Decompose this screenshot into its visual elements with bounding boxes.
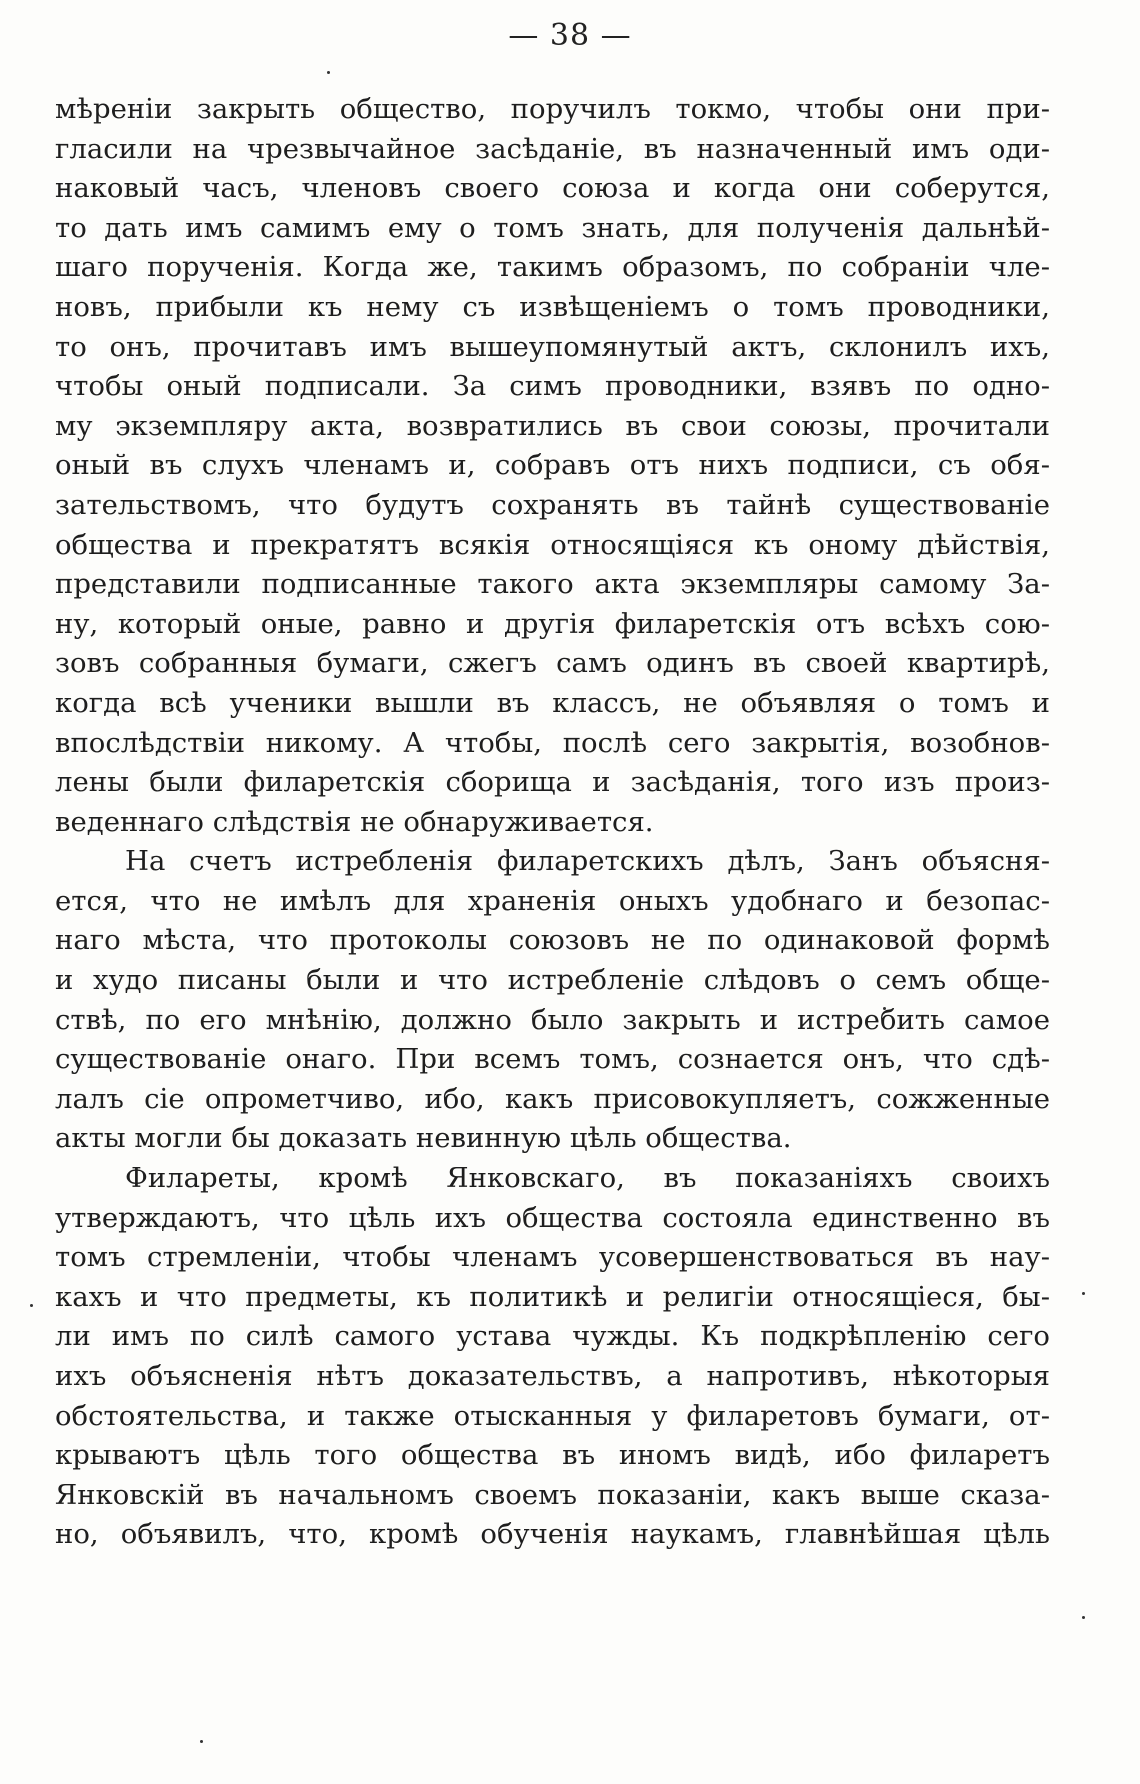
ink-speck: [200, 1740, 203, 1743]
text-line: утверждаютъ, что цѣль ихъ общества состояла единственно въ: [55, 1201, 1050, 1234]
text-line: шаго порученія. Когда же, такимъ образомъ, по собраніи чле-: [55, 251, 1050, 284]
ink-speck: [1082, 1292, 1085, 1295]
text-line: чтобы оный подписали. За симъ проводники, взявъ по одно-: [55, 370, 1050, 403]
text-line: существованіе онаго. При всемъ томъ, сознается онъ, что сдѣ-: [55, 1043, 1050, 1076]
text-line: зательствомъ, что будутъ сохранять въ тайнѣ существованіе: [55, 488, 1050, 521]
text-line: общества и прекратятъ всякія относящіяся къ оному дѣйствія,: [55, 528, 1050, 561]
text-line: то дать имъ самимъ ему о томъ знать, для полученія дальнѣй-: [55, 211, 1050, 244]
text-line: кахъ и что предметы, къ политикѣ и религіи относящіеся, бы-: [55, 1280, 1050, 1313]
text-line: ли имъ по силѣ самого устава чужды. Къ подкрѣпленію сего: [55, 1320, 1050, 1353]
text-line: Янковскій въ начальномъ своемъ показаніи, какъ выше сказа-: [55, 1478, 1050, 1511]
text-line: но, объявилъ, что, кромѣ обученія наукамъ, главнѣйшая цѣль: [55, 1518, 1050, 1551]
text-line: акты могли бы доказать невинную цѣль общества.: [55, 1122, 792, 1155]
text-line: обстоятельства, и также отысканныя у филаретовъ бумаги, от-: [55, 1399, 1050, 1432]
text-line: ствѣ, по его мнѣнію, должно было закрыть и истребить самое: [55, 1003, 1050, 1036]
text-line: гласили на чрезвычайное засѣданіе, въ назначенный имъ оди-: [55, 132, 1050, 165]
paragraph-3: [55, 1159, 1050, 1555]
ink-speck: [30, 1304, 33, 1307]
text-line: веденнаго слѣдствія не обнаруживается.: [55, 805, 654, 838]
text-line: то онъ, прочитавъ имъ вышеупомянутый актъ, склонилъ ихъ,: [55, 330, 1050, 363]
text-line: томъ стремленіи, чтобы членамъ усовершенствоваться въ нау-: [55, 1241, 1050, 1274]
text-line: когда всѣ ученики вышли въ классъ, не объявляя о томъ и: [55, 686, 1050, 719]
text-line: ется, что не имѣлъ для храненія оныхъ удобнаго и безопас-: [55, 884, 1050, 917]
text-line: Филареты, кромѣ Янковскаго, въ показаніяхъ своихъ: [125, 1162, 1050, 1195]
text-line: мѣреніи закрыть общество, поручилъ токмо, чтобы они при-: [55, 93, 1050, 125]
text-line: ну, который оные, равно и другія филаретскія отъ всѣхъ сою-: [55, 607, 1050, 640]
body-text: [55, 90, 1050, 1555]
text-line: новъ, прибыли къ нему съ извѣщеніемъ о томъ проводники,: [55, 290, 1050, 323]
text-line: оный въ слухъ членамъ и, собравъ отъ нихъ подписи, съ обя-: [55, 449, 1050, 482]
text-line: ихъ объясненія нѣтъ доказательствъ, а напротивъ, нѣкоторыя: [55, 1360, 1050, 1392]
text-line: наковый часъ, членовъ своего союза и когда они соберутся,: [55, 172, 1050, 205]
ink-speck: [1082, 1616, 1085, 1619]
text-line: зовъ собранныя бумаги, сжегъ самъ одинъ въ своей квартирѣ,: [55, 647, 1050, 680]
text-line: лалъ сіе опрометчиво, ибо, какъ присовокупляетъ, сожженные: [55, 1082, 1050, 1115]
text-line: лены были филаретскія сборища и засѣданія, того изъ произ-: [55, 766, 1050, 799]
page-number: — 38 —: [508, 18, 632, 53]
text-line: впослѣдствіи никому. А чтобы, послѣ сего закрытія, возобнов-: [55, 726, 1050, 759]
text-line: На счетъ истребленія филаретскихъ дѣлъ, Занъ объясня-: [125, 845, 1050, 878]
text-line: му экземпляру акта, возвратились въ свои союзы, прочитали: [55, 409, 1050, 442]
paragraph-2: [55, 842, 1050, 1159]
paragraph-1: [55, 90, 1050, 842]
text-line: представили подписанные такого акта экземпляры самому За-: [55, 568, 1050, 601]
text-line: наго мѣста, что протоколы союзовъ не по одинаковой формѣ: [55, 924, 1050, 957]
ink-speck: [327, 71, 330, 74]
text-line: крываютъ цѣль того общества въ иномъ видѣ, ибо филаретъ: [55, 1439, 1050, 1472]
text-line: и худо писаны были и что истребленіе слѣдовъ о семъ обще-: [55, 964, 1050, 997]
